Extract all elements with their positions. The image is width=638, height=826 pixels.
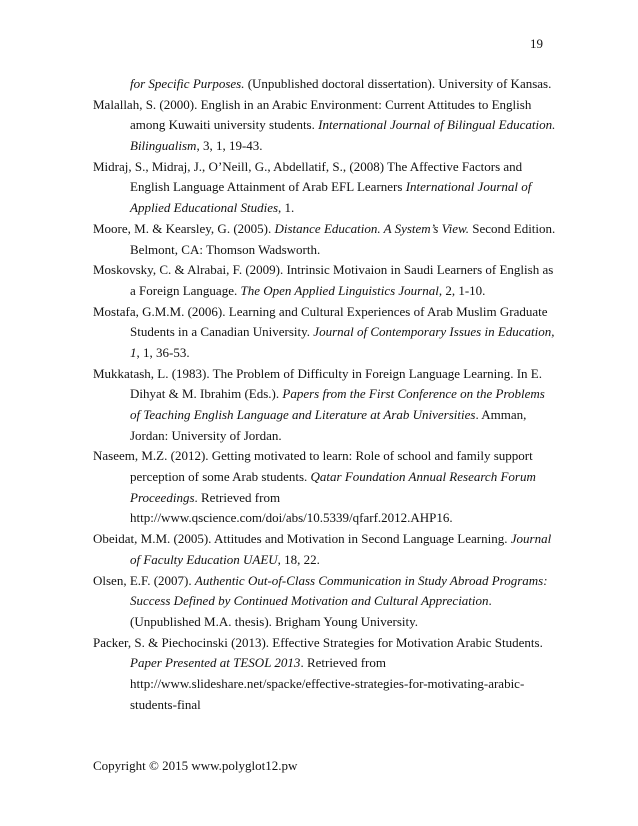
reference-text: Mostafa, G.M.M. (2006). Learning and Cultural Experiences of Arab Muslim Graduate [93,303,548,319]
reference-line [93,405,553,426]
reference-line [93,364,553,385]
reference-text: a Foreign Language. [130,282,241,298]
reference-text: Belmont, CA: Thomson Wadsworth. [130,241,321,257]
italic-text: 1 [130,344,137,360]
italic-text: Success Defined by Continued Motivation and Cultural Appreciation [130,593,489,609]
reference-text: Second Edition. [468,220,556,236]
reference-line [93,240,553,261]
reference-text: Naseem, M.Z. (2012). Getting motivated to learn: Role of school and family support [93,448,533,464]
reference-line [93,302,553,323]
reference-line [93,136,553,157]
reference-line [93,95,553,116]
reference-line [93,591,553,612]
italic-text: International Journal of [405,179,532,195]
reference-text: Olsen, E.F. (2007). [93,572,195,588]
italic-text: Proceedings [130,489,195,505]
reference-text: Mukkatash, L. (1983). The Problem of Difficulty in Foreign Language Learning. In E. [93,365,543,381]
reference-line [93,115,556,136]
reference-text: , 1. [278,200,295,216]
reference-text: Jordan: University of Jordan. [130,427,282,443]
italic-text: Paper Presented at TESOL 2013 [130,655,301,671]
reference-text: English Language Attainment of Arab EFL Learners [130,179,406,195]
reference-text: Midraj, S., Midraj, J., O’Neill, G., Abdellatif, S., (2008) The Affective Factors and [93,158,523,174]
reference-entry [93,364,553,447]
italic-text: Authentic Out-of-Class Communication in Study Abroad Programs: [194,572,548,588]
reference-line [93,571,553,592]
reference-line [93,612,553,633]
reference-list [93,74,556,715]
reference-text: (Unpublished doctoral dissertation). University of Kansas. [244,76,552,91]
reference-text: , 1, 36-53. [136,344,190,360]
reference-entry [93,74,553,95]
italic-text: Bilingualism [130,138,197,154]
reference-text: http://www.qscience.com/doi/abs/10.5339/qfarf.2012.AHP16. [130,510,453,526]
reference-entry [93,219,556,260]
italic-text: Applied Educational Studies [130,200,279,216]
italic-text: Papers from the First Conference on the Problems [282,386,545,402]
italic-text: of Teaching English Language and Literature at Arab Universities [130,407,476,422]
copyright-footer: Copyright © 2015 www.polyglot12.pw [93,758,298,773]
reference-entry [93,157,553,219]
reference-line [93,446,553,467]
reference-line [93,550,553,571]
reference-line [93,198,553,219]
reference-text: (Unpublished M.A. thesis). Brigham Young University. [130,613,419,629]
reference-line [93,384,553,405]
reference-text: students-final [130,696,201,712]
reference-text: Moore, M. & Kearsley, G. (2005). [93,220,275,236]
page-number: 19 [530,36,543,51]
italic-text: Qatar Foundation Annual Research Forum [310,469,536,485]
reference-text: , 18, 22. [277,551,320,567]
italic-text: of Faculty Education UAEU [130,551,278,567]
reference-text: Packer, S. & Piechocinski (2013). Effective Strategies for Motivation Arabic Students. [93,634,543,650]
reference-text: Dihyat & M. Ibrahim (Eds.). [130,386,283,402]
reference-line [93,508,553,529]
reference-line [93,219,556,240]
reference-text: , 2, 1-10. [438,282,486,298]
reference-line [93,322,553,343]
reference-text: http://www.slideshare.net/spacke/effective-strategies-for-motivating-arabic- [130,675,525,691]
reference-entry [93,260,553,301]
italic-text: International Journal of Bilingual Education. [318,117,556,133]
reference-line [93,467,553,488]
reference-entry [93,633,553,716]
reference-line [93,157,553,178]
reference-text: Moskovsky, C. & Alrabai, F. (2009). Intrinsic Motivaion in Saudi Learners of English as [93,262,554,278]
reference-entry [93,529,553,570]
reference-line [93,74,553,95]
italic-text: Journal of Contemporary Issues in Education, [313,324,555,340]
reference-text: . Amman, [475,407,527,422]
reference-line [93,260,553,281]
reference-text: Malallah, S. (2000). English in an Arabic Environment: Current Attitudes to English [93,96,532,112]
italic-text: Journal [510,531,552,547]
reference-line [93,633,553,654]
reference-line [93,281,553,302]
italic-text: Distance Education. A System’s View. [274,220,469,236]
reference-entry [93,302,553,364]
reference-entry [93,446,553,529]
reference-line [93,488,553,509]
reference-line [93,426,553,447]
reference-text: Students in a Canadian University. [130,324,314,340]
reference-text: . Retrieved from [194,489,281,505]
reference-text: . Retrieved from [300,655,386,671]
italic-text: for Specific Purposes. [130,76,245,91]
reference-entry [93,95,556,157]
reference-text: Obeidat, M.M. (2005). Attitudes and Motivation in Second Language Learning. [93,531,511,547]
reference-line [93,343,553,364]
reference-line [93,529,553,550]
reference-line [93,695,553,716]
reference-text: . [488,593,492,609]
italic-text: The Open Applied Linguistics Journal [240,282,439,298]
reference-line [93,177,553,198]
reference-text: perception of some Arab students. [130,469,311,485]
reference-line [93,674,553,695]
reference-line [93,653,553,674]
reference-text: , 3, 1, 19-43. [196,138,263,154]
reference-text: among Kuwaiti university students. [130,117,319,133]
reference-entry [93,571,553,633]
